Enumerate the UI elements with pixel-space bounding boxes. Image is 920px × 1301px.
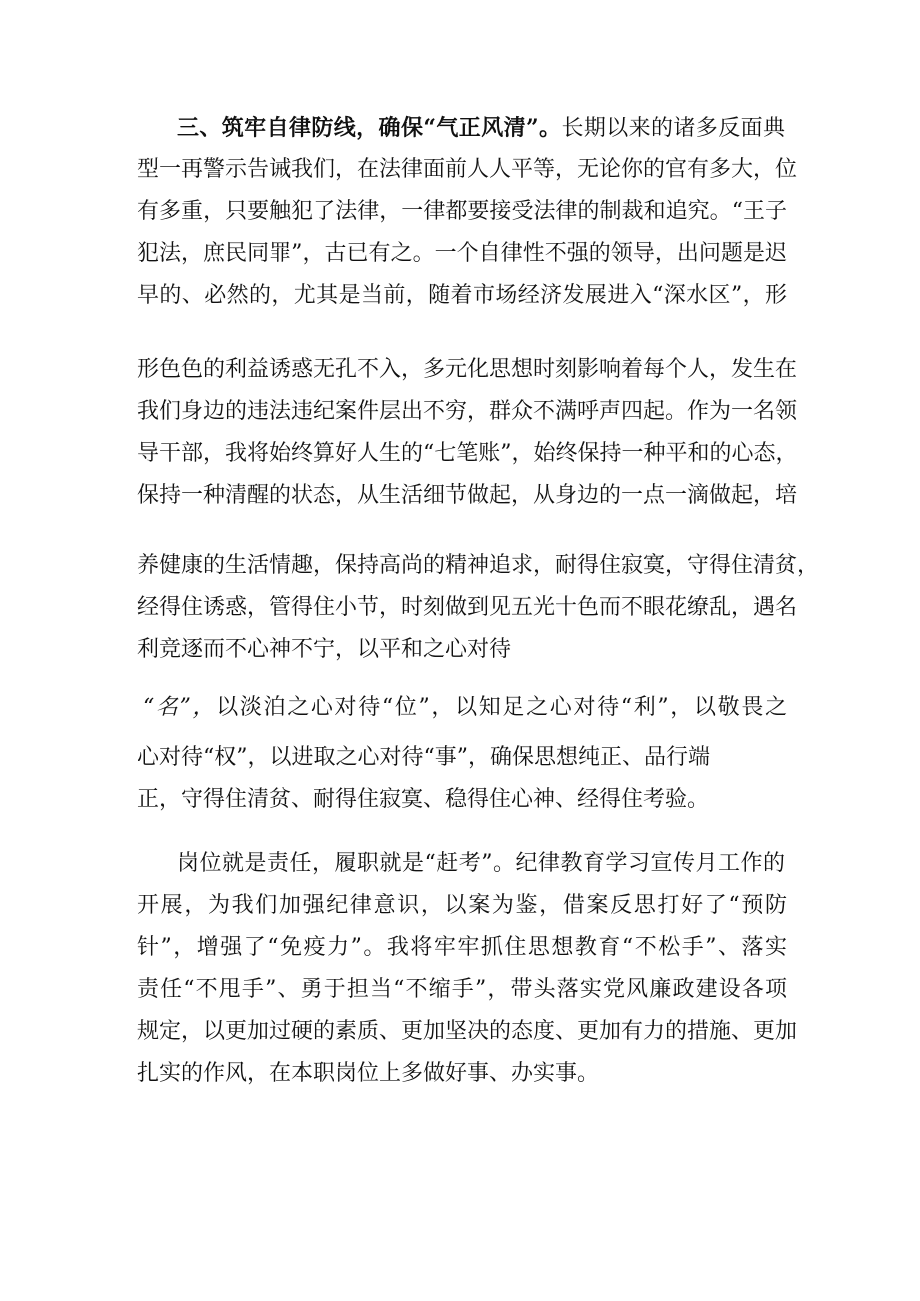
paragraph-line: 针”，增强了“免疫力”。我将牢牢抓住思想教育“不松手”、落实 [137, 935, 787, 960]
paragraph-line: 养健康的生活情趣，保持高尚的精神追求，耐得住寂寞，守得住清贫， [137, 553, 820, 578]
paragraph-line: 早的、必然的，尤其是当前，随着市场经济发展进入“深水区”，形 [137, 283, 787, 308]
paragraph-line: 有多重，只要触犯了法律，一律都要接受法律的制裁和追究。“王子 [137, 199, 787, 224]
paragraph-line: 开展，为我们加强纪律意识，以案为鉴，借案反思打好了“预防 [137, 893, 787, 918]
italic-quote: “名”， [143, 695, 217, 720]
section-3-heading: 三、筑牢自律防线，确保“气正风清”。 [177, 115, 562, 141]
paragraph-line: 犯法，庶民同罪”，古已有之。一个自律性不强的领导，出问题是迟 [137, 241, 787, 266]
paragraph-line: 我们身边的违法违纪案件层出不穷，群众不满呼声四起。作为一名领 [137, 399, 798, 424]
paragraph-line [143, 688, 787, 728]
paragraph-line: 经得住诱惑，管得住小节，时刻做到见五光十色而不眼花缭乱，遇名 [137, 595, 798, 620]
section-3-first-line-text: 长期以来的诸多反面典 [561, 116, 785, 141]
section-3-first-line [177, 108, 785, 148]
paragraph-line: 正，守得住清贫、耐得住寂寞、稳得住心神、经得住考验。 [137, 787, 710, 812]
paragraph-line: 利竞逐而不心神不宁，以平和之心对待 [137, 637, 512, 662]
paragraph-line: 扎实的作风，在本职岗位上多做好事、办实事。 [137, 1061, 600, 1086]
paragraph-line-text: 以淡泊之心对待“位”，以知足之心对待“利”，以敬畏之 [216, 695, 787, 720]
paragraph-line: 责任“不甩手”、勇于担当“不缩手”，带头落实党风廉政建设各项 [137, 977, 787, 1002]
paragraph-line: 保持一种清醒的状态，从生活细节做起，从身边的一点一滴做起，培 [137, 483, 798, 508]
paragraph-line: 型一再警示告诫我们，在法律面前人人平等，无论你的官有多大，位 [137, 157, 798, 182]
paragraph-line: 规定，以更加过硬的素质、更加坚决的态度、更加有力的措施、更加 [137, 1019, 798, 1044]
paragraph-line: 形色色的利益诱惑无孔不入，多元化思想时刻影响着每个人，发生在 [137, 357, 798, 382]
paragraph-line: 心对待“权”，以进取之心对待“事”，确保思想纯正、品行端 [137, 745, 710, 770]
closing-first-line: 岗位就是责任，履职就是“赶考”。纪律教育学习宣传月工作的 [177, 851, 785, 876]
paragraph-line: 导干部，我将始终算好人生的“七笔账”，始终保持一种平和的心态， [137, 441, 798, 466]
